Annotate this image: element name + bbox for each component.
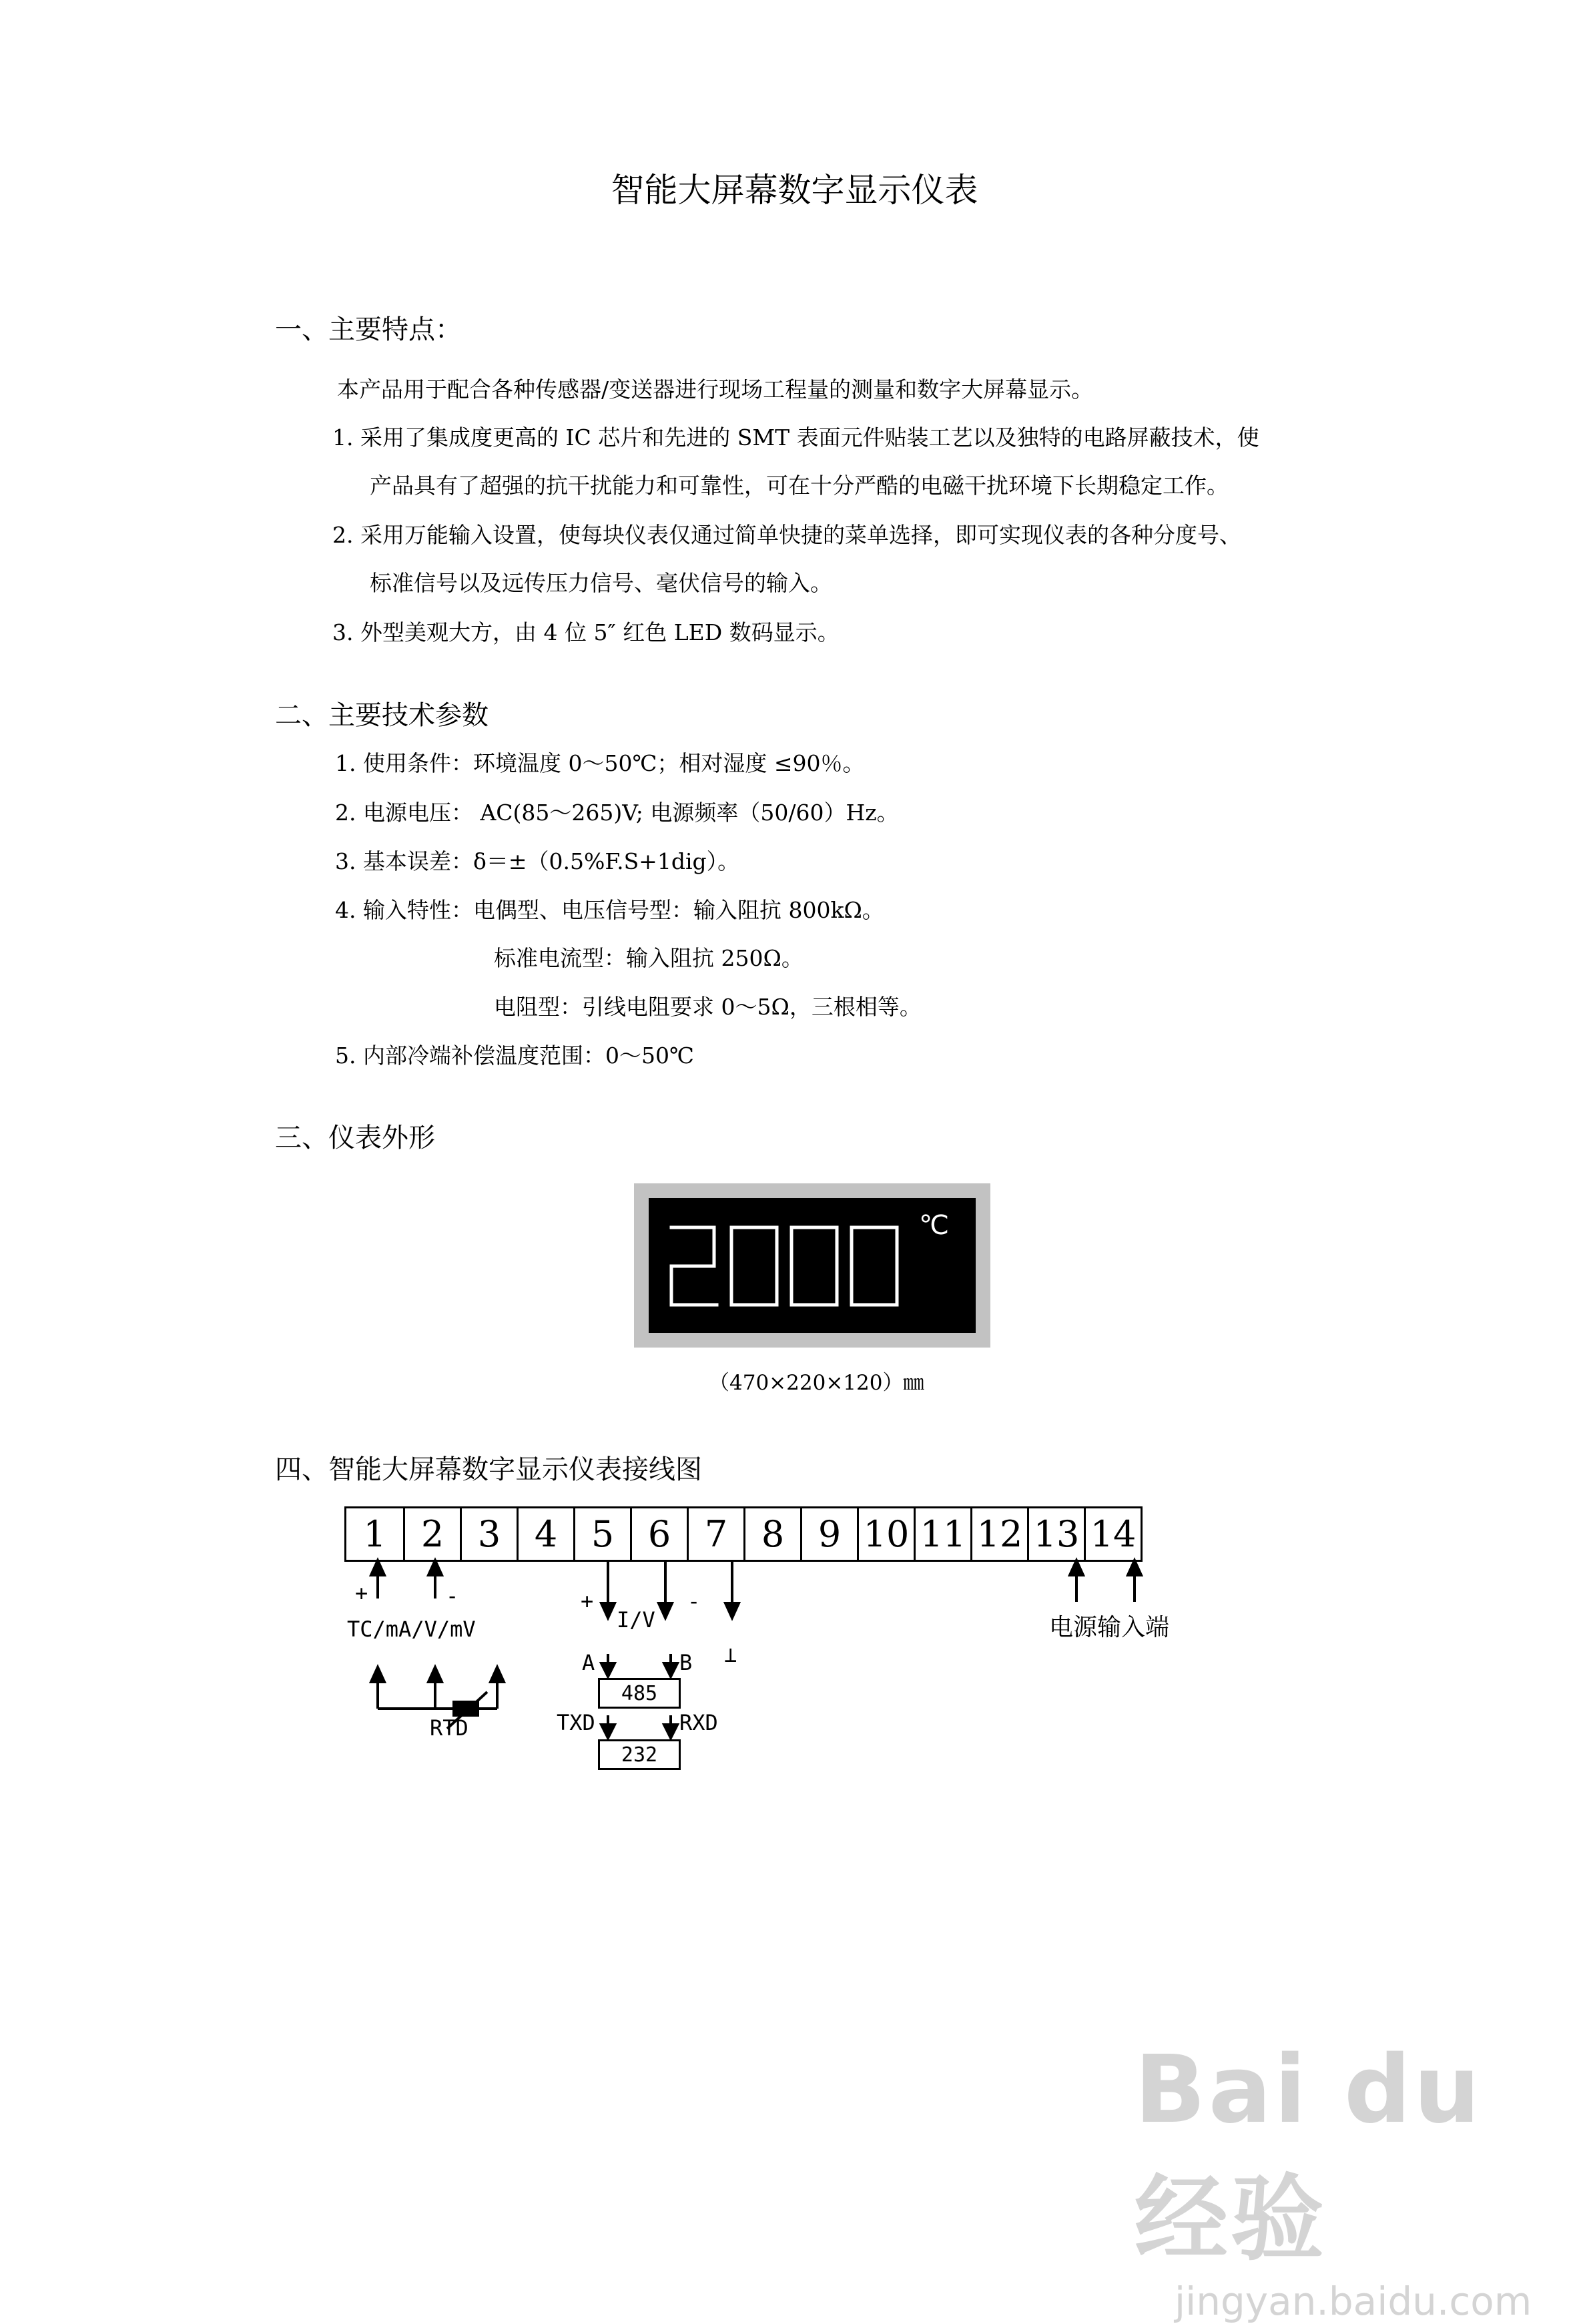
watermark-brand: Bai du 经验 [1135,2036,1483,2274]
terminal-13: 13 [1027,1508,1084,1560]
terminal-6: 6 [630,1508,687,1560]
meter-dimensions-caption: （470×220×120）㎜ [709,1371,924,1395]
section4-heading: 四、智能大屏幕数字显示仪表接线图 [275,1454,702,1485]
section3-heading: 三、仪表外形 [275,1123,435,1153]
section2-heading: 二、主要技术参数 [275,700,489,731]
rs485-a-label: A [582,1650,595,1675]
page-title: 智能大屏幕数字显示仪表 [611,171,978,210]
terminal-7: 7 [687,1508,743,1560]
spec-5: 5. 内部冷端补偿温度范围：0～50℃ [335,1043,694,1069]
iv-label: I/V [617,1607,655,1633]
section1-intro: 本产品用于配合各种传感器/变送器进行现场工程量的测量和数字大屏幕显示。 [337,376,1094,402]
power-input-label: 电源输入端 [1049,1614,1170,1641]
terminal-11: 11 [914,1508,970,1560]
iv-plus-sign: + [581,1588,594,1614]
spec-3: 3. 基本误差：δ＝±（0.5%F.S+1dig）。 [335,848,740,874]
txd-label: TXD [557,1710,595,1735]
rs485-b-label: B [679,1650,693,1675]
meter-unit: ℃ [919,1210,949,1241]
terminal-8: 8 [743,1508,800,1560]
terminal-9: 9 [800,1508,857,1560]
rs232-box: 232 [598,1739,681,1770]
ground-symbol: ⊥ [724,1642,737,1667]
rs485-box: 485 [598,1678,681,1709]
feature-1-line1: 1. 采用了集成度更高的 IC 芯片和先进的 SMT 表面元件贴装工艺以及独特的电路屏蔽技术，使 [332,424,1259,451]
baidu-jingyan-watermark [1135,2036,1589,2324]
feature-2-line1: 2. 采用万能输入设置，使每块仪表仅通过简单快捷的菜单选择，即可实现仪表的各种分度号、 [332,522,1241,548]
spec-2: 2. 电源电压： AC(85～265)V; 电源频率（50/60）Hz。 [335,800,899,826]
feature-1-line2: 产品具有了超强的抗干扰能力和可靠性，可在十分严酷的电磁干扰环境下长期稳定工作。 [370,473,1229,499]
spec-4-line2: 标准电流型：输入阻抗 250Ω。 [494,945,804,971]
terminal-2: 2 [403,1508,460,1560]
tc-input-label: TC/mA/V/mV [347,1617,476,1642]
tc-minus-sign: - [446,1583,459,1609]
terminal-4: 4 [517,1508,573,1560]
spec-1: 1. 使用条件：环境温度 0～50℃；相对湿度 ≤90％。 [335,750,865,776]
terminal-12: 12 [970,1508,1027,1560]
section1-heading: 一、主要特点： [275,314,462,345]
terminal-3: 3 [460,1508,517,1560]
tc-plus-sign: + [355,1580,368,1606]
spec-4-line3: 电阻型：引线电阻要求 0～5Ω，三根相等。 [494,994,922,1020]
rxd-label: RXD [679,1710,718,1735]
rtd-label: RTD [430,1715,468,1741]
terminal-10: 10 [857,1508,914,1560]
terminal-5: 5 [573,1508,630,1560]
feature-3: 3. 外型美观大方，由 4 位 5″ 红色 LED 数码显示。 [332,619,840,645]
iv-minus-sign: - [687,1588,701,1614]
watermark-url: jingyan.baidu.com [1175,2279,1532,2324]
spec-4-line1: 4. 输入特性：电偶型、电压信号型：输入阻抗 800kΩ。 [335,897,884,923]
terminal-14: 14 [1084,1508,1141,1560]
feature-2-line2: 标准信号以及远传压力信号、毫伏信号的输入。 [370,570,832,596]
terminal-1: 1 [363,1513,386,1555]
